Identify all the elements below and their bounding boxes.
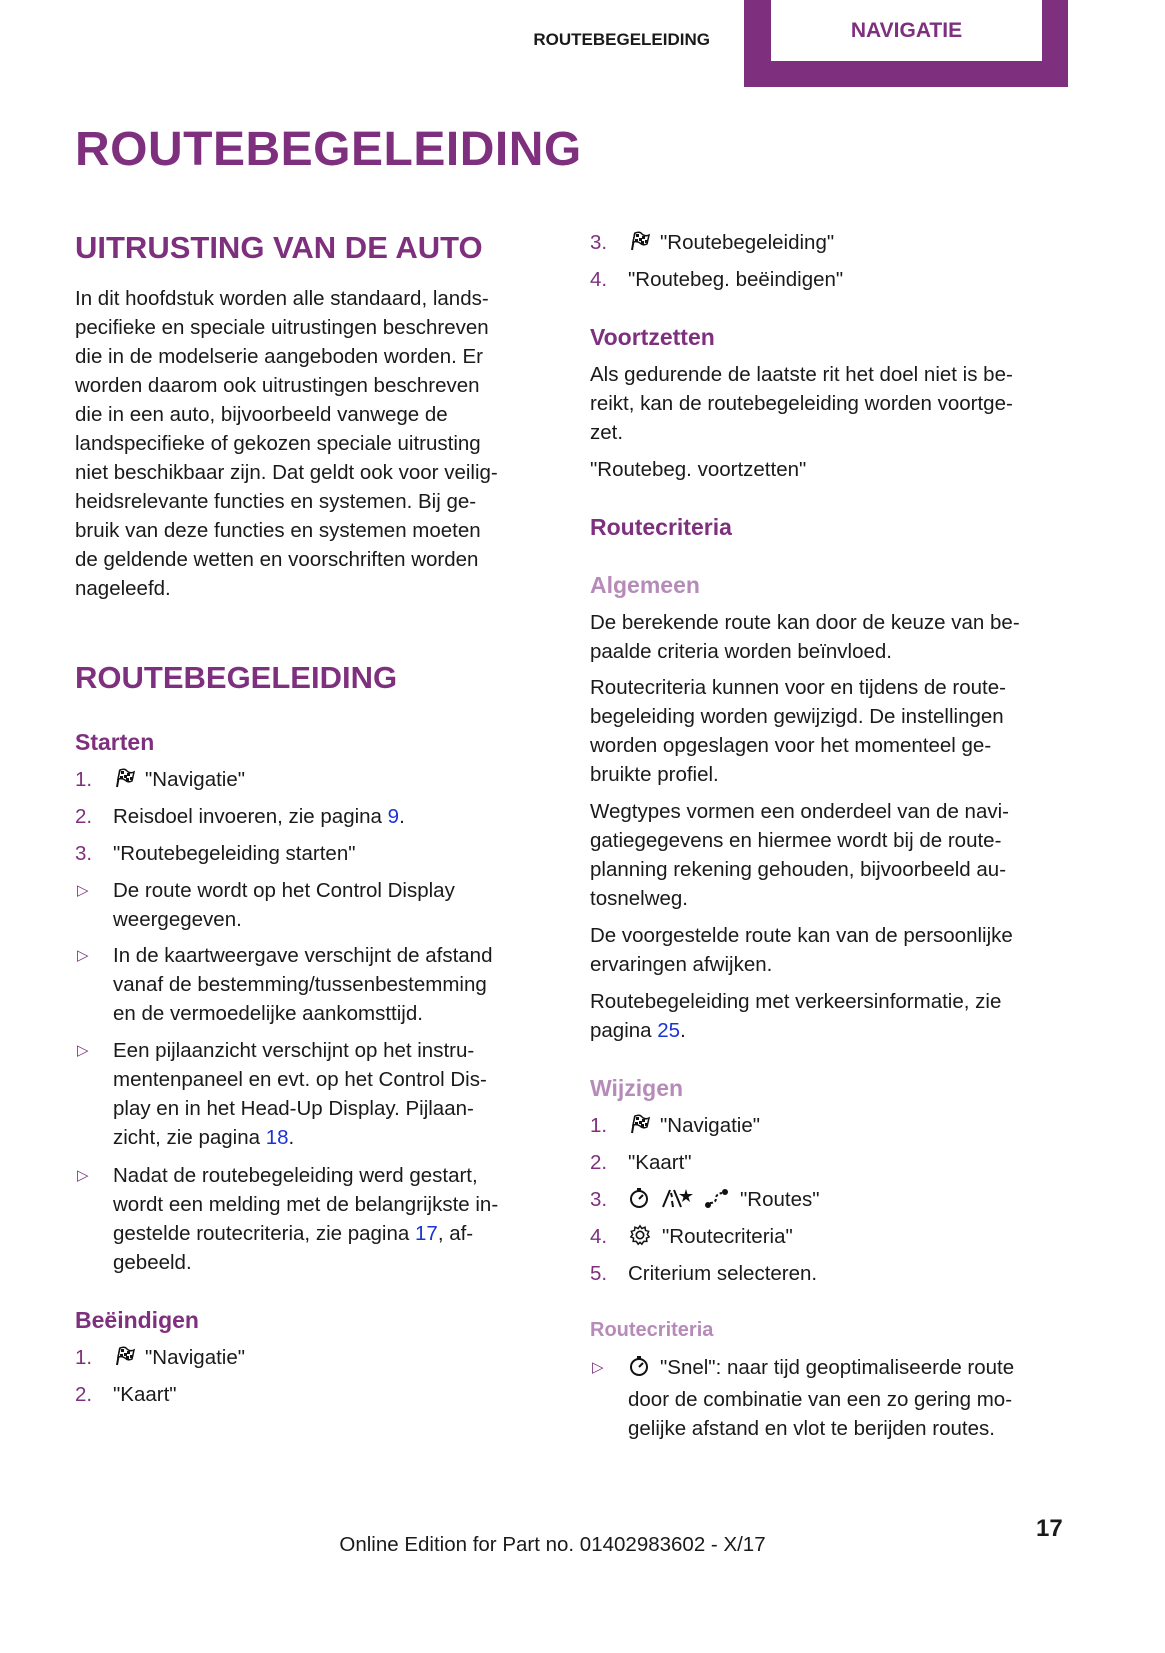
text-line xyxy=(590,389,1013,418)
numbered-step xyxy=(590,228,834,260)
line-text: pagina xyxy=(590,1019,658,1042)
text-line xyxy=(75,313,498,342)
item-body xyxy=(590,1111,760,1143)
line-text: bruikte profiel. xyxy=(590,763,719,786)
section-heading: Wijzigen xyxy=(590,1075,684,1101)
text-line xyxy=(590,673,1006,702)
section-heading: Routecriteria xyxy=(590,514,732,540)
numbered-step xyxy=(75,1343,245,1375)
text-line xyxy=(75,371,498,400)
text-line xyxy=(113,1380,177,1409)
line-text: worden opgeslagen voor het momenteel ge- xyxy=(590,734,992,757)
text-line xyxy=(590,797,1009,826)
line-text: gelijke afstand en vlot te berijden routes. xyxy=(628,1417,995,1440)
line-text: Wegtypes vormen een onderdeel van de navi- xyxy=(590,800,1009,823)
item-body xyxy=(75,1343,245,1375)
line-text: paalde criteria worden beïnvloed. xyxy=(590,640,892,663)
footer-edition: Online Edition for Part no. 01402983602 - X/17 xyxy=(339,1533,766,1556)
line-text: zet. xyxy=(590,421,624,444)
line-text: "Kaart" xyxy=(628,1151,692,1174)
text-line xyxy=(590,702,1006,731)
line-text: worden daarom ook uitrustingen beschreven xyxy=(75,374,480,397)
line-text: landspecifieke of gekozen speciale uitrusting xyxy=(75,432,481,455)
text-line xyxy=(75,516,498,545)
bullet-marker: ▷ xyxy=(592,1359,604,1376)
text-line xyxy=(628,1185,820,1217)
stopwatch-icon xyxy=(628,1355,650,1385)
line-text: mentenpaneel en evt. op het Control Dis- xyxy=(113,1068,487,1091)
paragraph xyxy=(590,360,1013,447)
text-line xyxy=(590,608,1020,637)
text-line xyxy=(113,1190,498,1219)
item-body xyxy=(590,1353,1014,1443)
chapter-tab xyxy=(744,0,1068,87)
numbered-step xyxy=(75,839,356,868)
text-line xyxy=(113,1343,245,1375)
paragraph xyxy=(590,921,1013,979)
item-body xyxy=(75,1036,487,1152)
bullet-marker: ▷ xyxy=(77,947,89,964)
text-line xyxy=(113,1219,498,1248)
text-line xyxy=(590,950,1013,979)
step-number: 2. xyxy=(75,1383,93,1406)
text-line xyxy=(590,855,1009,884)
section-heading: UITRUSTING VAN DE AUTO xyxy=(75,230,483,265)
text-line xyxy=(113,1036,487,1065)
page-link[interactable]: 18 xyxy=(265,1126,289,1149)
line-text: "Routebeg. voortzetten" xyxy=(590,458,807,481)
item-body xyxy=(75,765,245,797)
bullet-marker: ▷ xyxy=(77,1167,89,1184)
line-text: niet beschikbaar zijn. Dat geldt ook voor veilig- xyxy=(75,461,498,484)
line-text: In de kaartweergave verschijnt de afstand xyxy=(113,944,493,967)
text-line xyxy=(75,487,498,516)
line-text: Nadat de routebegeleiding werd gestart, xyxy=(113,1164,478,1187)
line-text: pecifieke en speciale uitrustingen beschreven xyxy=(75,316,489,339)
text-line xyxy=(113,1123,487,1152)
text-line xyxy=(628,1222,793,1254)
chapter-tab-label: NAVIGATIE xyxy=(771,0,1042,61)
paragraph xyxy=(590,987,1001,1045)
paragraph xyxy=(75,284,498,603)
bullet-item xyxy=(75,876,455,934)
line-text: door de combinatie van een zo gering mo- xyxy=(628,1388,1013,1411)
text-line xyxy=(590,1016,1001,1045)
numbered-step xyxy=(75,765,245,797)
item-body xyxy=(75,941,492,1028)
text-line xyxy=(113,839,356,868)
line-text: In dit hoofdstuk worden alle standaard, lands- xyxy=(75,287,489,310)
text-line xyxy=(113,941,492,970)
bullet-marker: ▷ xyxy=(77,1042,89,1059)
item-body xyxy=(75,876,455,934)
bullet-item xyxy=(75,1161,498,1277)
text-line xyxy=(590,637,1020,666)
line-text: Routebegeleiding met verkeersinformatie, zie xyxy=(590,990,1002,1013)
line-text: "Routecriteria" xyxy=(662,1225,793,1248)
item-body xyxy=(590,228,834,260)
paragraph xyxy=(590,673,1006,789)
step-number: 3. xyxy=(590,231,608,254)
step-number: 2. xyxy=(590,1151,608,1174)
text-line xyxy=(113,905,455,934)
line-text: Als gedurende de laatste rit het doel niet is be- xyxy=(590,363,1013,386)
line-text: gestelde routecriteria, zie pagina xyxy=(113,1222,415,1245)
text-line xyxy=(628,1259,817,1288)
line-text: reikt, kan de routebegeleiding worden voortge- xyxy=(590,392,1013,415)
section-heading: Starten xyxy=(75,729,155,755)
line-text: "Navigatie" xyxy=(145,1346,246,1369)
step-number: 3. xyxy=(75,842,93,865)
line-text: die in een auto, bijvoorbeeld vanwege de xyxy=(75,403,448,426)
line-text: De route wordt op het Control Display xyxy=(113,879,455,902)
numbered-step xyxy=(75,1380,177,1409)
step-number: 4. xyxy=(590,1225,608,1248)
text-line xyxy=(113,1248,498,1277)
numbered-step xyxy=(590,1259,817,1288)
checkered-flag-icon xyxy=(113,767,135,797)
step-number: 4. xyxy=(590,268,608,291)
text-line xyxy=(113,765,245,797)
text-line xyxy=(590,360,1013,389)
line-text: "Routes" xyxy=(740,1188,820,1211)
text-line xyxy=(113,1161,498,1190)
text-line xyxy=(75,429,498,458)
item-body xyxy=(75,802,405,831)
item-body xyxy=(590,265,843,294)
line-text: de geldende wetten en voorschriften worden xyxy=(75,548,479,571)
section-heading: Algemeen xyxy=(590,572,700,598)
running-header-section: ROUTEBEGELEIDING xyxy=(533,30,710,49)
text-line xyxy=(75,284,498,313)
text-line xyxy=(628,1111,760,1143)
text-line xyxy=(75,458,498,487)
road-star-icon xyxy=(660,1187,694,1217)
line-text: begeleiding worden gewijzigd. De instellingen xyxy=(590,705,1004,728)
text-line xyxy=(113,1065,487,1094)
text-line xyxy=(590,760,1006,789)
section-heading: Routecriteria xyxy=(590,1319,714,1341)
line-text: Criterium selecteren. xyxy=(628,1262,818,1285)
line-text: "Routebeg. beëindigen" xyxy=(628,268,844,291)
text-line xyxy=(590,884,1009,913)
line-text: bruik van deze functies en systemen moeten xyxy=(75,519,481,542)
text-line xyxy=(628,228,834,260)
route-icon xyxy=(704,1187,730,1217)
step-number: 3. xyxy=(590,1188,608,1211)
text-line xyxy=(590,987,1001,1016)
step-number: 2. xyxy=(75,805,93,828)
line-text: play en in het Head-Up Display. Pijlaan- xyxy=(113,1097,474,1120)
page-link[interactable]: 9 xyxy=(387,805,400,828)
line-text: die in de modelserie aangeboden worden. Er xyxy=(75,345,483,368)
text-line xyxy=(113,802,405,831)
line-text-after: . xyxy=(399,805,405,828)
line-text: ervaringen afwijken. xyxy=(590,953,773,976)
item-body xyxy=(590,1222,793,1254)
section-heading: ROUTEBEGELEIDING xyxy=(75,660,398,695)
text-line xyxy=(113,1094,487,1123)
gear-icon xyxy=(628,1224,652,1254)
text-line xyxy=(75,545,498,574)
numbered-step xyxy=(590,1111,760,1143)
text-line xyxy=(628,1414,1014,1443)
text-line xyxy=(590,826,1009,855)
page-title: ROUTEBEGELEIDING xyxy=(75,123,582,176)
line-text-after: , af- xyxy=(437,1222,474,1245)
page-link[interactable]: 25 xyxy=(657,1019,681,1042)
text-line xyxy=(628,1148,692,1177)
bullet-item xyxy=(75,941,492,1028)
line-text: "Navigatie" xyxy=(145,768,246,791)
line-text: gatiegegevens en hiermee wordt bij de route- xyxy=(590,829,1002,852)
bullet-item xyxy=(590,1353,1014,1443)
text-line xyxy=(75,400,498,429)
line-text: gebeeld. xyxy=(113,1251,192,1274)
line-text: zicht, zie pagina xyxy=(113,1126,266,1149)
line-text: nageleefd. xyxy=(75,577,171,600)
line-text: "Routebegeleiding" xyxy=(660,231,835,254)
bullet-marker: ▷ xyxy=(77,882,89,899)
line-text: De voorgestelde route kan van de persoonlijke xyxy=(590,924,1013,947)
line-text: "Routebegeleiding starten" xyxy=(113,842,356,865)
text-line xyxy=(628,1385,1014,1414)
line-text-after: . xyxy=(288,1126,295,1149)
step-number: 1. xyxy=(75,768,93,791)
checkered-flag-icon xyxy=(628,1113,650,1143)
item-body xyxy=(590,1185,820,1217)
line-text: De berekende route kan door de keuze van be- xyxy=(590,611,1020,634)
text-line xyxy=(590,418,1013,447)
line-text: Een pijlaanzicht verschijnt op het instru- xyxy=(113,1039,475,1062)
text-line xyxy=(113,876,455,905)
paragraph xyxy=(590,608,1020,666)
text-line xyxy=(113,970,492,999)
text-line xyxy=(75,342,498,371)
line-text-after: . xyxy=(680,1019,686,1042)
step-number: 5. xyxy=(590,1262,608,1285)
step-number: 1. xyxy=(75,1346,93,1369)
text-line xyxy=(113,999,492,1028)
checkered-flag-icon xyxy=(628,230,650,260)
bullet-item xyxy=(75,1036,487,1152)
line-text: heidsrelevante functies en systemen. Bij ge- xyxy=(75,490,477,513)
paragraph xyxy=(590,797,1009,913)
numbered-step xyxy=(590,265,843,294)
line-text: tosnelweg. xyxy=(590,887,689,910)
numbered-step xyxy=(590,1148,692,1177)
line-text: "Kaart" xyxy=(113,1383,177,1406)
line-text: Reisdoel invoeren, zie pagina xyxy=(113,805,388,828)
item-body xyxy=(75,839,356,868)
item-body xyxy=(590,1259,817,1288)
line-text: en de vermoedelijke aankomsttijd. xyxy=(113,1002,423,1025)
text-line xyxy=(590,455,806,484)
text-line xyxy=(590,921,1013,950)
text-line xyxy=(628,1353,1014,1385)
text-line xyxy=(75,574,498,603)
line-text: vanaf de bestemming/tussenbestemming xyxy=(113,973,487,996)
page-link[interactable]: 17 xyxy=(415,1222,438,1245)
item-body xyxy=(75,1161,498,1277)
section-heading: Beëindigen xyxy=(75,1307,199,1333)
page-number: 17 xyxy=(1036,1515,1063,1542)
text-line xyxy=(628,265,843,294)
line-text: weergegeven. xyxy=(113,908,242,931)
numbered-step xyxy=(590,1185,820,1217)
numbered-step xyxy=(590,1222,793,1254)
numbered-step xyxy=(75,802,405,831)
line-text: "Navigatie" xyxy=(660,1114,761,1137)
paragraph xyxy=(590,455,806,484)
section-heading: Voortzetten xyxy=(590,324,715,350)
checkered-flag-icon xyxy=(113,1345,135,1375)
step-number: 1. xyxy=(590,1114,608,1137)
line-text: "Snel": naar tijd geoptimaliseerde route xyxy=(660,1356,1015,1379)
line-text: planning rekening gehouden, bijvoorbeeld au- xyxy=(590,858,1007,881)
line-text: wordt een melding met de belangrijkste in- xyxy=(113,1193,499,1216)
stopwatch-icon xyxy=(628,1187,650,1217)
line-text: Routecriteria kunnen voor en tijdens de route- xyxy=(590,676,1006,699)
text-line xyxy=(590,731,1006,760)
